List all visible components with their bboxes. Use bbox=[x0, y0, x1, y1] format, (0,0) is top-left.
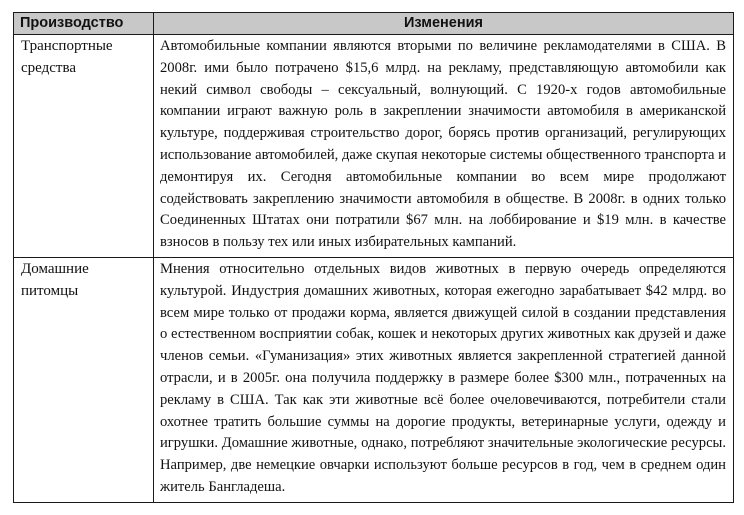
header-sector: Производство bbox=[14, 13, 154, 35]
sector-cell-vehicles: Транспортные средства bbox=[14, 35, 154, 258]
header-changes: Изменения bbox=[154, 13, 734, 35]
header-row bbox=[14, 13, 734, 35]
industry-changes-table bbox=[13, 12, 734, 503]
changes-cell-vehicles: Автомобильные компании являются вторыми по величине рекламодателями в США. В 2008г. ими было потрачено $15,6 млрд. на рекламу, представляющую автомобили как некий символ свободы – сексуальный, волнующий. С 1920-х годов автомобильные компании играют важную роль в закреплении значимости автомобиля в американской культуре, поддерживая строительство дорог, борясь против организаций, регулирующих использование автомобилей, даже скупая некоторые системы общественного транспорта и демонтируя их. Сегодня автомобильные компании во всем мире продолжают содействовать закреплению значимости автомобиля в обществе. В 2008г. в одних только Соединенных Штатах они потратили $67 млн. на лоббирование и $19 млн. в качестве взносов в пользу тех или иных избирательных кампаний. bbox=[154, 35, 734, 258]
changes-cell-pets: Мнения относительно отдельных видов животных в первую очередь определяются культурой. Индустрия домашних животных, которая ежегодно зарабатывает $42 млрд. во всем мире только от продажи корма, является движущей силой в создании представления о естественном восприятии собак, кошек и некоторых других животных как друзей и даже членов семьи. «Гуманизация» этих животных является закрепленной стратегией данной отрасли, и в 2005г. она получила поддержку в размере более $300 млн., потраченных на рекламу в США. Так как эти животные всё более очеловечиваются, потребители стали охотнее тратить большие суммы на дорогие продукты, ветеринарные услуги, одежду и игрушки. Домашние животные, однако, потребляют значительные экологические ресурсы. Например, две немецкие овчарки используют больше ресурсов в год, чем в среднем один житель Бангладеша. bbox=[154, 257, 734, 502]
sector-cell-pets: Домашние питомцы bbox=[14, 257, 154, 502]
table-row-vehicles bbox=[14, 35, 734, 258]
table-row-pets bbox=[14, 257, 734, 502]
